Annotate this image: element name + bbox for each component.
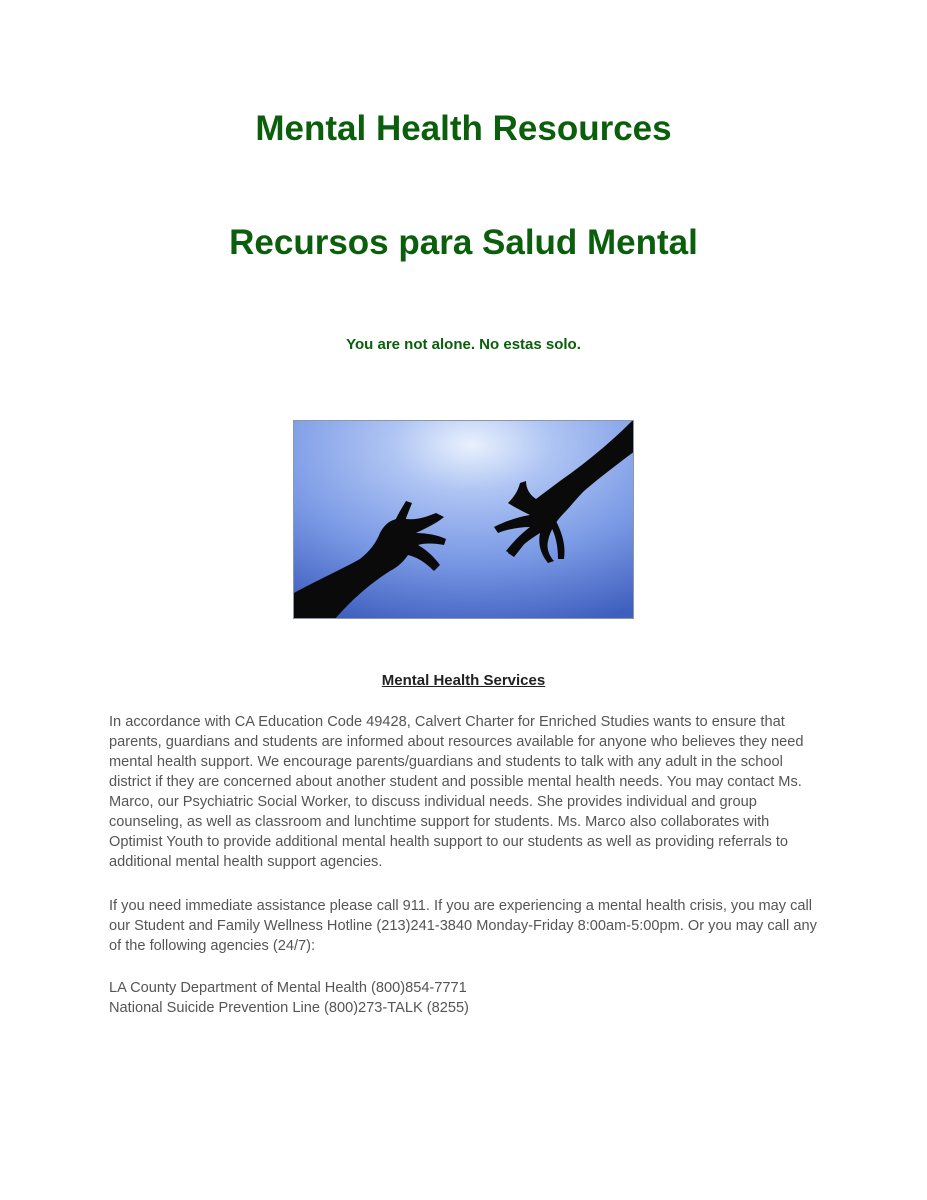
agency-suicide-prevention: National Suicide Prevention Line (800)273-TALK (8255) xyxy=(109,1000,469,1016)
page-title: Mental Health Resources xyxy=(255,109,672,148)
tagline: You are not alone. No estas solo. xyxy=(346,336,581,353)
agency-list xyxy=(109,978,821,1018)
hands-reaching-illustration xyxy=(294,421,634,619)
page-title-spanish: Recursos para Salud Mental xyxy=(229,223,698,262)
agency-la-county: LA County Department of Mental Health (800)854-7771 xyxy=(109,980,467,996)
mental-health-services-heading: Mental Health Services xyxy=(381,672,546,689)
services-paragraph: In accordance with CA Education Code 49428, Calvert Charter for Enriched Studies wants to ensure that parents, guardians and students are informed about resources available for anyone who believes they need mental health support. We encourage parents/guardians and students to talk with any adult in the school district if they are concerned about another student and possible mental health needs. You may contact Ms. Marco, our Psychiatric Social Worker, to discuss individual needs. She provides individual and group counseling, as well as classroom and lunchtime support for students. Ms. Marco also collaborates with Optimist Youth to provide additional mental health support to our students as well as providing referrals to additional mental health support agencies. xyxy=(109,714,804,870)
assistance-paragraph: If you need immediate assistance please call 911. If you are experiencing a mental health crisis, you may call our Student and Family Wellness Hotline (213)241-3840 Monday-Friday 8:00am-5:00pm. Or you may call any of the following agencies (24/7): xyxy=(109,898,817,954)
hands-reaching-image xyxy=(293,420,634,619)
